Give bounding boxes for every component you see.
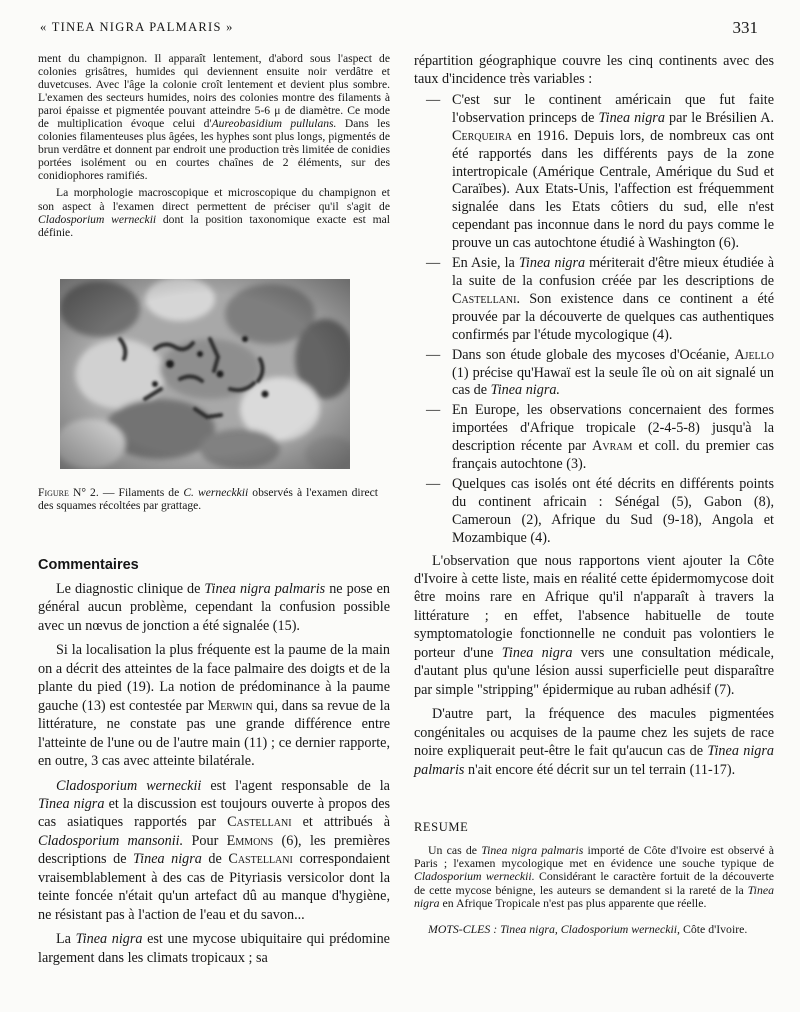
paragraph-repartition: répartition géographique couvre les cinq continents avec des taux d'incidence très variables : (414, 53, 774, 88)
keywords: MOTS-CLES : Tinea nigra, Cladosporium werneckii, Côte d'Ivoire. (428, 922, 748, 937)
resume-text: Un cas de Tinea nigra palmaris importé de Côte d'Ivoire est observé à Paris ; l'examen mycologique met en évidence une souche typique de Cladosporium werneckii. Considérant le caractère fortuit de la découverte de cette mycose bénigne, les auteurs se demandent si la rareté de la Tinea nigra en Afrique Tropicale n'est pas plus apparente que réelle. (414, 843, 774, 910)
list-item-oceanie: — Dans son étude globale des mycoses d'Océanie, Ajello (1) précise qu'Hawaï est la seule île où on ait signalé un cas de Tinea nigra. (414, 347, 774, 401)
left-column-body (38, 580, 390, 967)
micrograph-image (60, 279, 350, 469)
paragraph-agent: Cladosporium werneckii est l'agent responsable de la Tinea nigra et la discussion est toujours ouverte à propos des cas asiatiques rapportés par Castellani et attribués à Cladosporium mansonii. Pour Emmons (6), les premières descriptions de Tinea nigra de Castellani correspondaient vraisemblablement à des cas de Pityriasis versicolor dont la teinte foncée n'était qu'un artefact dû au manque d'hygiène, ne résistant pas à l'action de l'eau et du savon... (38, 777, 391, 923)
paragraph-observation: L'observation que nous rapportons vient ajouter la Côte d'Ivoire à cette liste, mais en réalité cette épidermomycose doit être moins rare en Afrique qu'il n'apparaît à travers la littérature ; en effet, l'absence habituelle de toute symptomatologie fonctionnelle ne conduit pas volontiers le porteur d'une Tinea nigra vers une consultation médicale, d'autant plus qu'une lésion aussi superficielle peut disparaître par simple "stripping" épidermique au ruban adhésif (7). (414, 552, 774, 698)
list-item-afrique: — Quelques cas isolés ont été décrits en différents points du continent africain : Sénégal (5), Gabon (8), Cameroun (2), Afrique du Sud (9-18), Angola et Mozambique (4). (414, 476, 774, 548)
running-head: « TINEA NIGRA PALMARIS » (40, 20, 234, 34)
paragraph-identification: La morphologie macroscopique et microscopique du champignon et son aspect à l'examen direct permettent de préciser qu'il s'agit de Cladosporium werneckii dont la position taxonomique exacte est mal définie. (38, 186, 390, 239)
paragraph-ubiquitaire: La Tinea nigra est une mycose ubiquitaire qui prédomine largement dans les climats tropicaux ; sa (38, 931, 390, 966)
paragraph-frequence: D'autre part, la fréquence des macules pigmentées congénitales ou acquises de la paume chez les sujets de race noire expliquerait peut-être le fait qu'aucun cas de Tinea nigra palmaris n'ait encore été décrit sur un tel terrain (11-17). (414, 706, 774, 778)
paragraph-localisation: Si la localisation la plus fréquente est la paume de la main on a décrit des atteintes de la face palmaire des doigts et de la plante du pied (19). La notion de prédominance à la paume gauche (13) est contestée par Merwin qui, dans sa revue de la littérature, ne constate pas une grande différence entre l'atteinte de l'une ou de l'autre main (11) ; ce dernier rapporte, en outre, 3 cas avec atteinte bilatérale. (38, 642, 390, 770)
list-item-europe: — En Europe, les observations concernaient des formes importées d'Afrique tropicale (2-4-5-8) jusqu'à la description récente par Avram et coll. du premier cas français autochtone (3). (414, 402, 774, 474)
paragraph-culture-description: ment du champignon. Il apparaît lentement, d'abord sous l'aspect de colonies grisâtres, humides qui deviennent ensuite noir verdâtre et duvetcuses. Avec l'âge la colonie croît lentement et devient plus sombre. L'examen des secteurs humides, noirs des colonies montre des filaments à paroi épaisse et pigmentée pouvant atteindre 5-6 μ de diamètre. Ce mode de multiplication évoque celui d'Aureobasidium pullulans. Dans les colonies filamenteuses plus âgées, les hyphes sont plus longs, pigmentés de brun verdâtre et donnent par endroit une production très limitée de conidies portées isolément ou en courtes chaînes de 2 éléments, sur des conidiophores ramifiés. (38, 52, 391, 183)
resume-title: RESUME (414, 820, 469, 834)
page-number: 331 (732, 18, 758, 37)
right-column (414, 52, 774, 779)
section-heading-commentaires: Commentaires (38, 557, 139, 573)
figure-caption: Figure N° 2. — Filaments de C. werneckkii observés à l'examen direct des squames récoltées par grattage. (38, 486, 378, 513)
list-item-asie: — En Asie, la Tinea nigra mériterait d'être mieux étudiée à la suite de la confusion créée par les descriptions de Castellani. Son existence dans ce continent a été prouvée par la découverte de quelques cas authentiques confirmés par l'étude mycologique (4). (414, 255, 774, 345)
left-column-top (38, 52, 390, 239)
list-item-amerique: — C'est sur le continent américain que fut faite l'observation princeps de Tinea nigra par le Brésilien A. Cerqueira en 1916. Depuis lors, de nombreux cas ont été rapportés dans les différents pays de la zone intertropicale (Amérique Centrale, Amérique du Sud et Caraïbes). Aux Etats-Unis, l'affection est fréquemment signalée dans les Etats côtiers du sud, elle n'est cependant pas inconnue dans le nord du pays comme le prouve un cas autochtone étudié à Washington (6). (414, 92, 774, 253)
paragraph-diagnostic: Le diagnostic clinique de Tinea nigra palmaris ne pose en général aucun problème, cependant la confusion possible avec un nœvus de jonction a été signalée (15). (38, 581, 391, 634)
continent-list (414, 92, 774, 548)
resume-section (414, 820, 774, 936)
micrograph-figure (60, 279, 350, 469)
